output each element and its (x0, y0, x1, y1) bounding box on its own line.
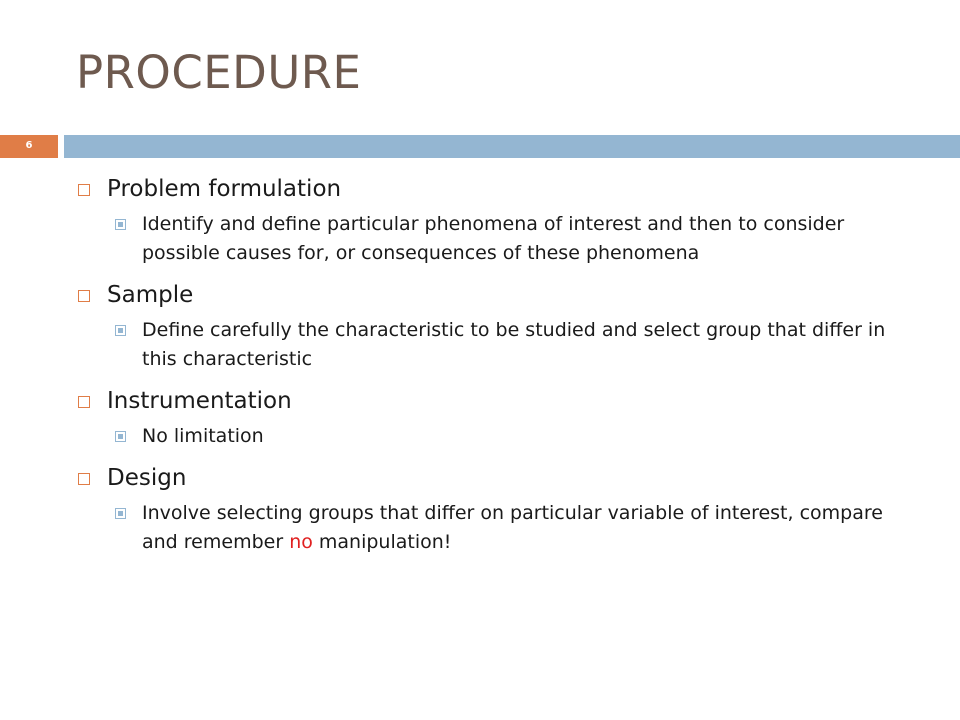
detail-text-after: manipulation! (312, 531, 452, 553)
hollow-square-bullet-icon (78, 290, 90, 302)
hollow-square-bullet-icon (78, 396, 90, 408)
slide-number: 6 (25, 140, 33, 151)
bullet-level1 (76, 172, 896, 206)
bullet-detail: Define carefully the characteristic to be studied and select group that differ in this characteristic (142, 319, 886, 370)
bullet-level1 (76, 278, 896, 312)
filled-square-bullet-icon (115, 219, 126, 230)
bullet-heading: Design (107, 465, 187, 491)
hollow-square-bullet-icon (78, 473, 90, 485)
bullet-group-instrumentation (76, 384, 896, 451)
bullet-heading: Instrumentation (107, 388, 292, 414)
bullet-group-problem-formulation (76, 172, 896, 268)
bullet-level1 (76, 384, 896, 418)
bullet-level2 (76, 499, 896, 557)
detail-text-before: Involve selecting groups that differ on particular variable of interest, compare and remember (142, 502, 883, 553)
bullet-detail: Identify and define particular phenomena of interest and then to consider possible causes for, or consequences of these phenomena (142, 213, 845, 264)
bullet-level2 (76, 316, 896, 374)
bullet-heading: Sample (107, 282, 194, 308)
filled-square-bullet-icon (115, 508, 126, 519)
bullet-level1 (76, 461, 896, 495)
bullet-level2 (76, 422, 896, 451)
bullet-level2 (76, 210, 896, 268)
bullet-detail: No limitation (142, 425, 264, 447)
bullet-detail (142, 499, 896, 557)
hollow-square-bullet-icon (78, 184, 90, 196)
filled-square-bullet-icon (115, 325, 126, 336)
title-divider-bar (64, 135, 960, 158)
bullet-group-sample (76, 278, 896, 374)
slide-content (76, 172, 896, 563)
slide-title: PROCEDURE (76, 46, 362, 99)
highlighted-word: no (289, 531, 313, 553)
filled-square-bullet-icon (115, 431, 126, 442)
bullet-group-design (76, 461, 896, 557)
bullet-heading: Problem formulation (107, 176, 342, 202)
